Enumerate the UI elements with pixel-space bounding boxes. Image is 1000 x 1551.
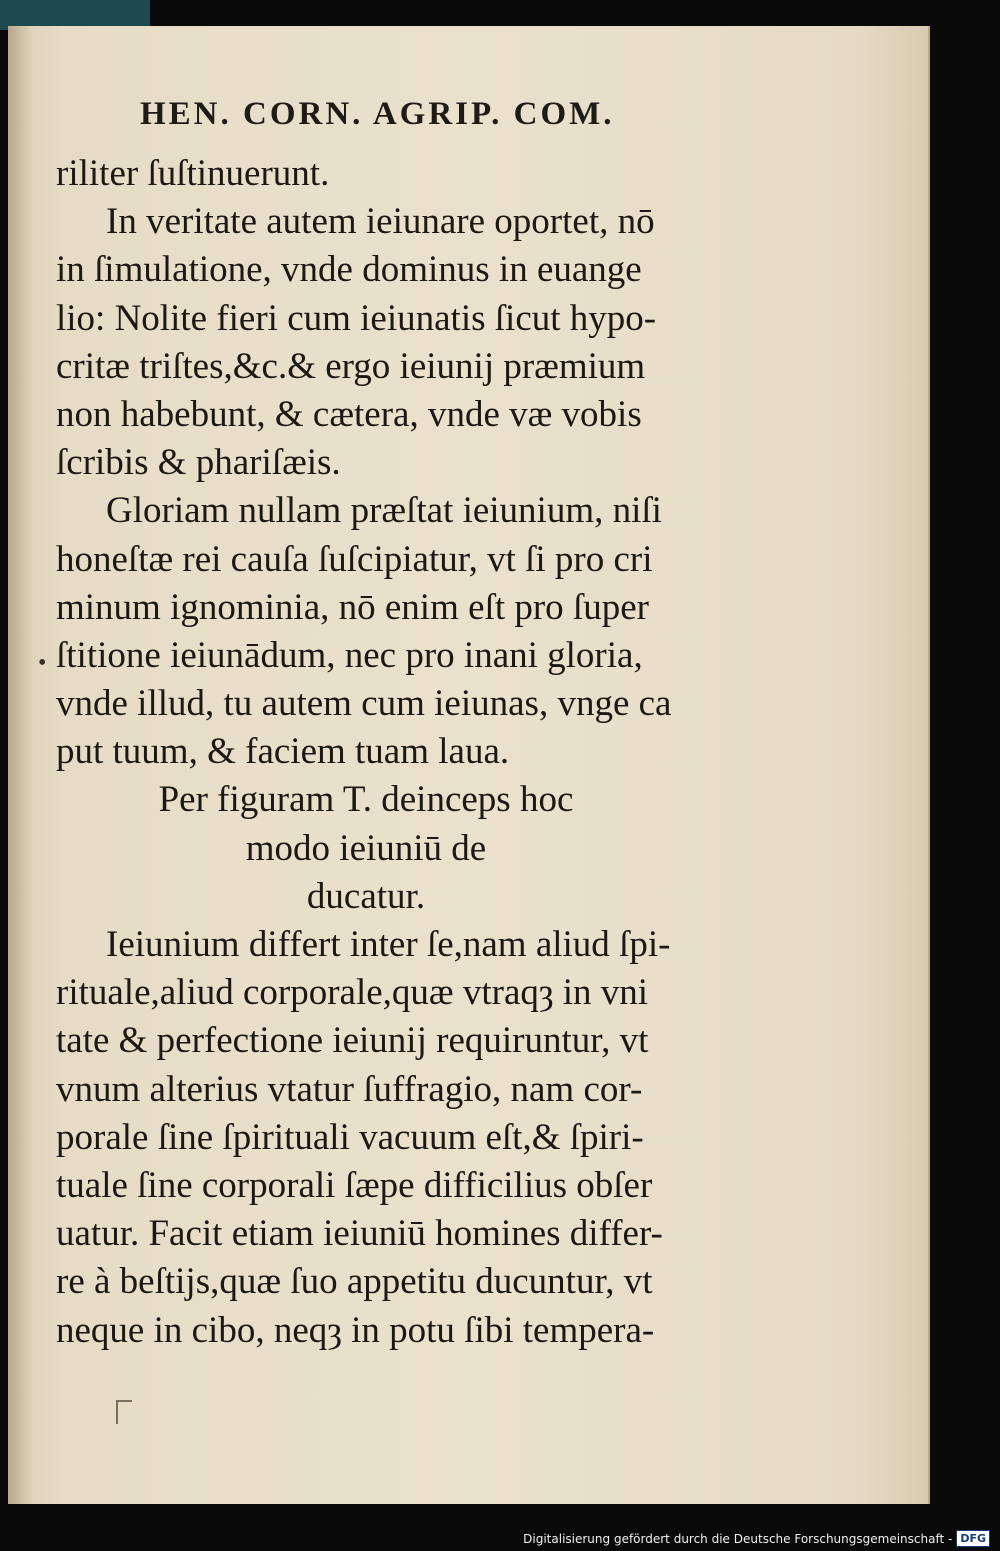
text-line: minum ignominia, nō enim eſt pro ſuper (56, 586, 649, 628)
text-line: critæ triſtes,&c.& ergo ieiunij præmium (56, 345, 646, 387)
text-line: ſtitione ieiunādum, nec pro inani gloria, (56, 634, 643, 676)
text-line: put tuum, & faciem tuam laua. (56, 731, 510, 773)
text-line: porale ſine ſpirituali vacuum eſt,& ſpiri- (56, 1116, 644, 1158)
text-line: neque in cibo, neqȝ in potu ſibi tempera- (56, 1309, 655, 1351)
text-line: vnde illud, tu autem cum ieiunas, vnge ca (56, 683, 672, 725)
page-gutter-shadow (8, 26, 32, 1504)
text-line: re à beſtijs,quæ ſuo appetitu ducuntur, vt (56, 1261, 653, 1303)
text-line: honeſtæ rei cauſa ſuſcipiatur, vt ſi pro cri (56, 538, 653, 580)
text-line: Gloriam nullam præſtat ieiunium, niſi (106, 490, 662, 532)
text-block (56, 150, 776, 1355)
text-line: uatur. Facit etiam ieiuniū homines differ- (56, 1213, 663, 1255)
text-line: ſcribis & phariſæis. (56, 442, 341, 484)
text-line: in ſimulatione, vnde dominus in euange (56, 249, 642, 291)
text-line: rituale,aliud corporale,quæ vtraqȝ in vni (56, 972, 649, 1014)
credit-text: Digitalisierung gefördert durch die Deutsche Forschungsgemeinschaft - (523, 1531, 953, 1546)
text-line: In veritate autem ieiunare oportet, nō (106, 201, 655, 243)
margin-mark: • (38, 650, 47, 676)
text-line: Ieiunium differt inter ſe,nam aliud ſpi- (106, 924, 671, 965)
text-line: modo ieiuniū de (245, 827, 487, 869)
dfg-logo: DFG (956, 1530, 990, 1547)
corner-mark (116, 1400, 132, 1424)
text-line: tuale ſine corporali ſæpe difficilius obſer (56, 1164, 653, 1206)
text-line: lio: Nolite fieri cum ieiunatis ſicut hypo- (56, 297, 657, 339)
digitization-credit (523, 1530, 990, 1547)
text-line: non habebunt, & cætera, vnde væ vobis (56, 393, 642, 435)
text-line: vnum alterius vtatur ſuffragio, nam cor- (56, 1068, 643, 1110)
text-line: tate & perfectione ieiunij requiruntur, vt (56, 1020, 649, 1062)
text-line: riliter ſuſtinuerunt. (56, 153, 330, 194)
text-line: Per figuram T. deinceps hoc (158, 779, 574, 821)
text-line: ducatur. (306, 875, 426, 917)
running-head: HEN. CORN. AGRIP. COM. (140, 96, 615, 132)
